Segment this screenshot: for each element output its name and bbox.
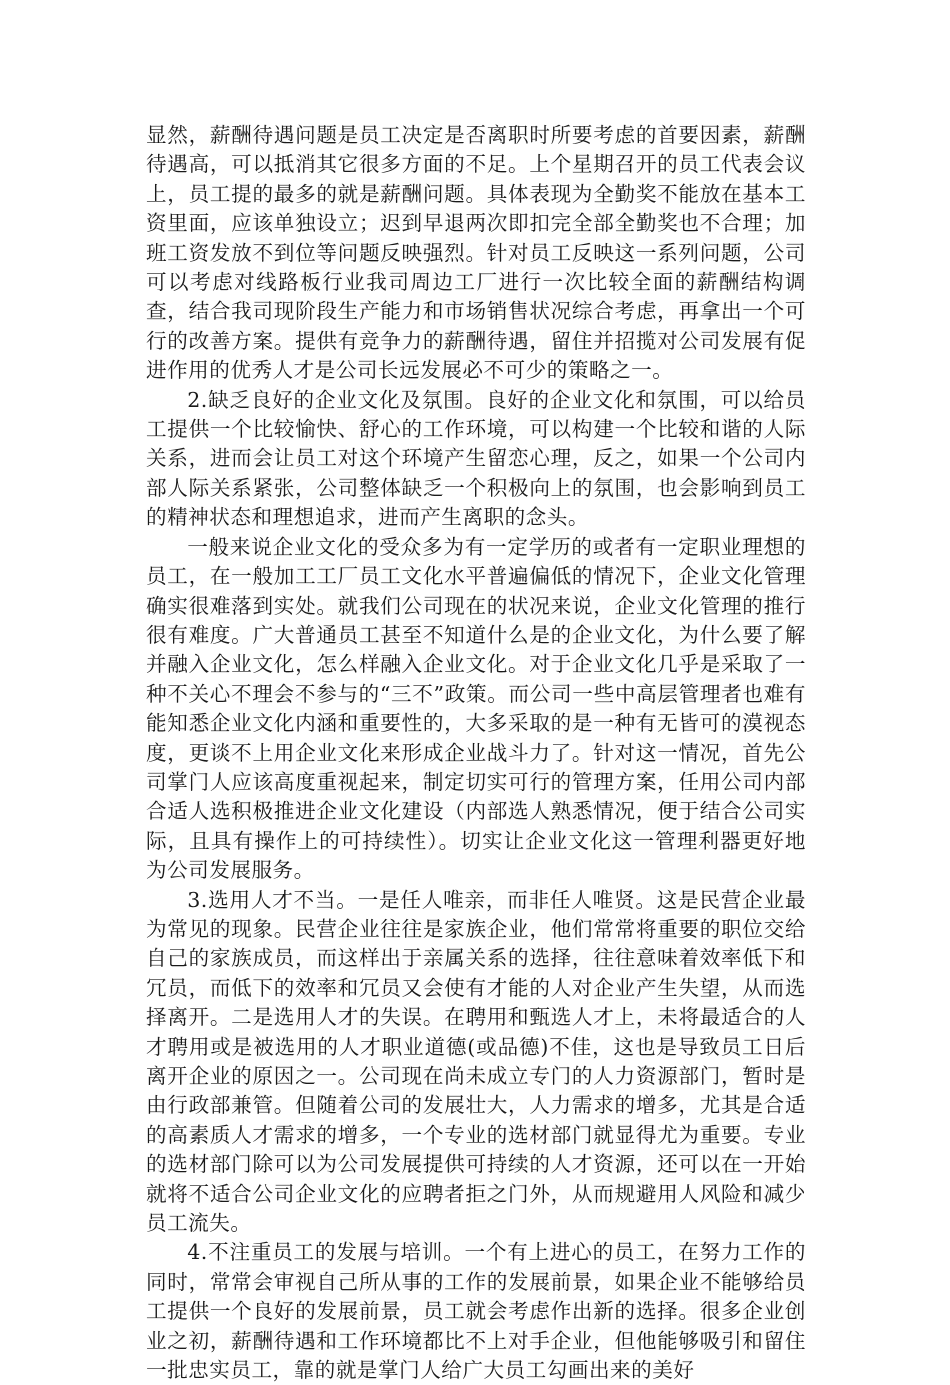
paragraph-culture-management: 一般来说企业文化的受众多为有一定学历的或者有一定职业理想的员工，在一般加工工厂员工文化水平普遍偏低的情况下，企业文化管理确实很难落到实处。就我们公司现在的状况来说，企业文化管理的推行很有难度。广大普通员工甚至不知道什么是的企业文化，为什么要了解并融入企业文化，怎么样融入企业文化。对于企业文化几乎是采取了一种不关心不理会不参与的“三不”政策。而公司一些中高层管理者也难有能知悉企业文化内涵和重要性的，大多采取的是一种有无皆可的漠视态度，更谈不上用企业文化来形成企业战斗力了。针对这一情况，首先公司掌门人应该高度重视起来，制定切实可行的管理方案，任用公司内部合适人选积极推进企业文化建设（内部选人熟悉情况，便于结合公司实际，且具有操作上的可持续性）。切实让企业文化这一管理利器更好地为公司发展服务。 [146,534,806,883]
paragraph-salary-continued: 显然，薪酬待遇问题是员工决定是否离职时所要考虑的首要因素，薪酬待遇高，可以抵消其它很多方面的不足。上个星期召开的员工代表会议上，员工提的最多的就是薪酬问题。具体表现为全勤奖不能放在基本工资里面，应该单独设立；迟到早退两次即扣完全部全勤奖也不合理；加班工资发放不到位等问题反映强烈。针对员工反映这一系列问题，公司可以考虑对线路板行业我司周边工厂进行一次比较全面的薪酬结构调查，结合我司现阶段生产能力和市场销售状况综合考虑，再拿出一个可行的改善方案。提供有竞争力的薪酬待遇，留住并招揽对公司发展有促进作用的优秀人才是公司长远发展必不可少的策略之一。 [146,123,806,383]
document-body [146,121,806,1385]
paragraph-corporate-culture: 2.缺乏良好的企业文化及氛围。良好的企业文化和氛围，可以给员工提供一个比较愉快、舒心的工作环境，可以构建一个比较和谐的人际关系，进而会让员工对这个环境产生留恋心理，反之，如果一个公司内部人际关系紧张，公司整体缺乏一个积极向上的氛围，也会影响到员工的精神状态和理想追求，进而产生离职的念头。 [146,387,806,530]
paragraph-employee-development: 4.不注重员工的发展与培训。一个有上进心的员工，在努力工作的同时，常常会审视自己所从事的工作的发展前景，如果企业不能够给员工提供一个良好的发展前景，员工就会考虑作出新的选择。很多企业创业之初，薪酬待遇和工作环境都比不上对手企业，但他能够吸引和留住一批忠实员工，靠的就是掌门人给广大员工勾画出来的美好 [146,1240,806,1383]
paragraph-talent-selection: 3.选用人才不当。一是任人唯亲，而非任人唯贤。这是民营企业最为常见的现象。民营企业往往是家族企业，他们常常将重要的职位交给自己的家族成员，而这样出于亲属关系的选择，往往意味着效率低下和冗员，而低下的效率和冗员又会使有才能的人对企业产生失望，从而选择离开。二是选用人才的失误。在聘用和甄选人才上，未将最适合的人才聘用或是被选用的人才职业道德(或品德)不佳，这也是导致员工日后离开企业的原因之一。公司现在尚未成立专门的人力资源部门，暂时是由行政部兼管。但随着公司的发展壮大，人力需求的增多，尤其是合适的高素质人才需求的增多，一个专业的选材部门就显得尤为重要。专业的选材部门除可以为公司发展提供可持续的人才资源，还可以在一开始就将不适合公司企业文化的应聘者拒之门外，从而规避用人风险和减少员工流失。 [146,887,806,1236]
